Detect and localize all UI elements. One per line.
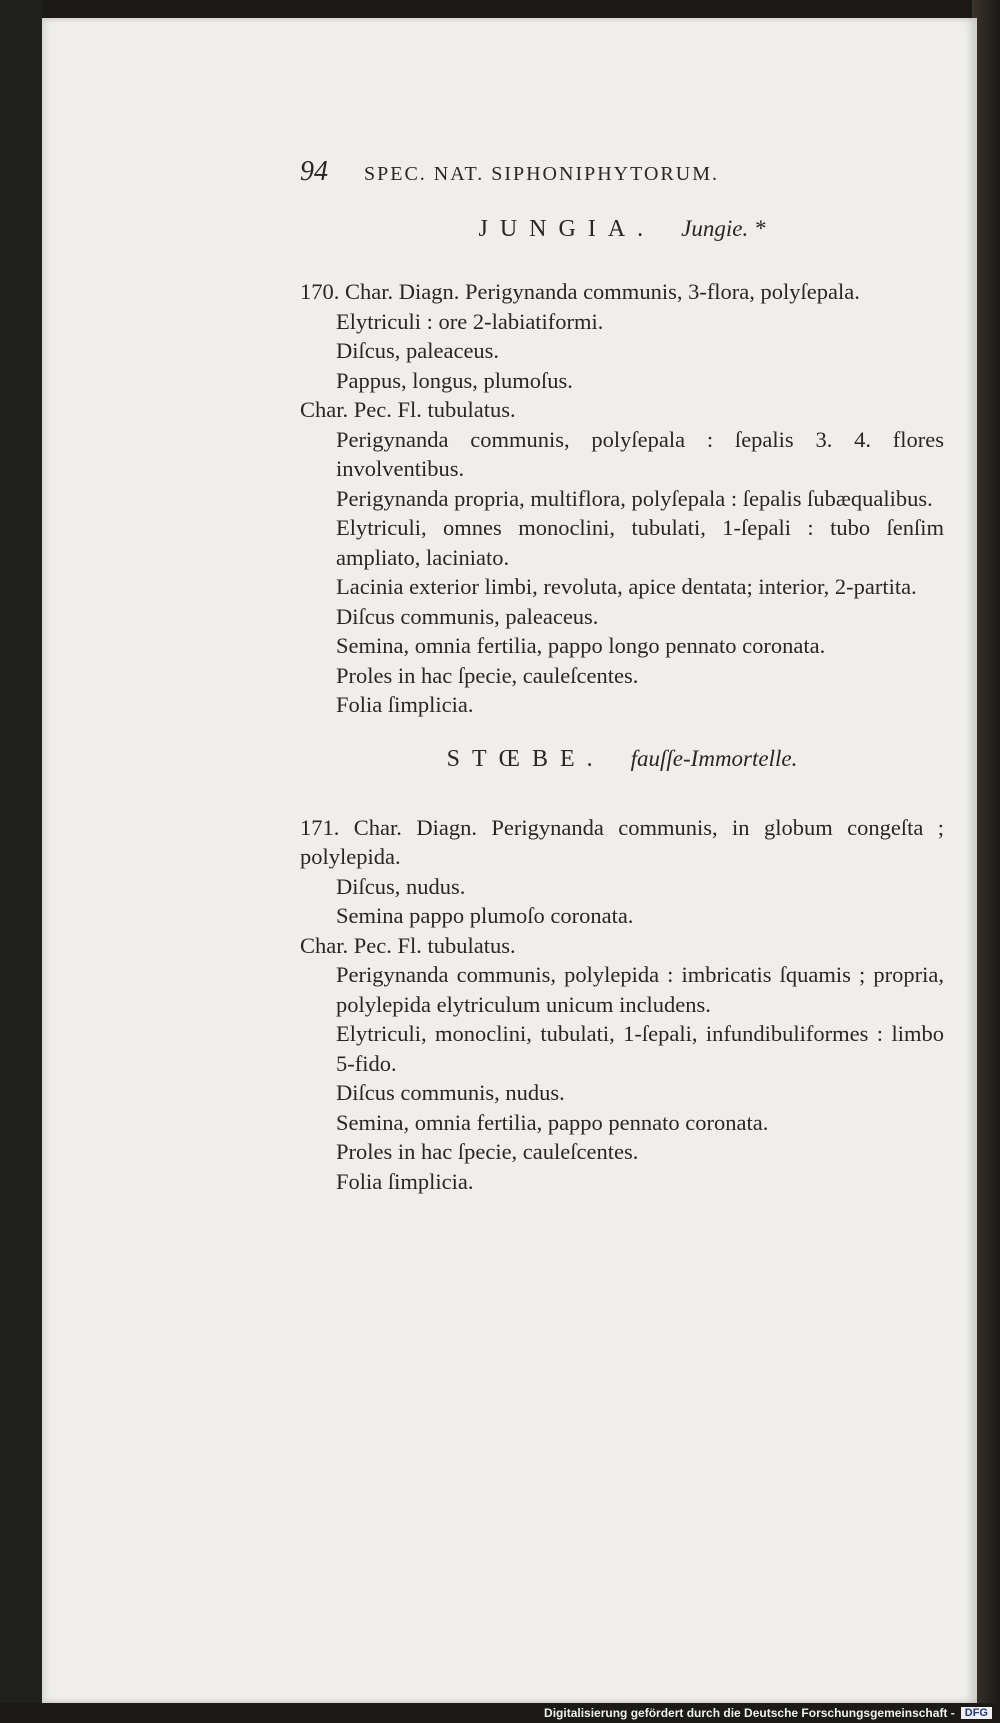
character-line: Folia ſimplicia. — [336, 692, 474, 717]
character-line: Folia ſimplicia. — [336, 1168, 474, 1194]
book-page — [42, 18, 977, 1703]
genus-name: JUNGIA. — [478, 216, 656, 242]
diagnosis-line: Semina pappo plumoſo coronata. — [336, 903, 634, 928]
running-header — [300, 156, 944, 188]
character-heading: Char. Pec. Fl. tubulatus. — [300, 397, 516, 422]
dfg-logo: DFG — [961, 1707, 992, 1719]
character-line: Diſcus communis, paleaceus. — [336, 603, 599, 629]
diagnosis-line: 170. Char. Diagn. Perigynanda communis, 3-flora, polyſepala. — [300, 279, 860, 304]
character-line: Perigynanda communis, polylepida : imbricatis ſquamis ; propria, polylepida elytriculum unicum includens. — [336, 962, 944, 1017]
footer-credit: Digitalisierung gefördert durch die Deutsche Forschungsgemeinschaft - — [544, 1706, 955, 1720]
genus-name: STŒBE. — [446, 745, 605, 772]
genus-heading — [300, 216, 944, 243]
book-spine-left — [0, 0, 42, 1723]
character-line: Proles in hac ſpecie, cauleſcentes. — [336, 662, 639, 688]
genus-vernacular: Jungie. * — [681, 216, 766, 241]
character-line: Perigynanda communis, polyſepala : ſepalis 3. 4. flores involventibus. — [336, 426, 944, 481]
character-line: Lacinia exterior limbi, revoluta, apice dentata; interior, 2-partita. — [336, 574, 917, 599]
page-text — [300, 156, 944, 1196]
section-jungia — [300, 216, 944, 720]
diagnosis-line: 171. Char. Diagn. Perigynanda communis, in globum congeſta ; polylepida. — [300, 814, 944, 869]
character-line: Proles in hac ſpecie, cauleſcentes. — [336, 1139, 639, 1164]
genus-vernacular: fauſſe-Immortelle. — [630, 745, 798, 771]
diagnosis-line: Elytriculi : ore 2-labiatiformi. — [336, 308, 604, 334]
character-line: Elytriculi, monoclini, tubulati, 1-ſepali, infundibuliformes : limbo 5-fido. — [336, 1021, 944, 1076]
diagnosis-line: Pappus, longus, plumoſus. — [336, 367, 573, 393]
character-line: Semina, omnia fertilia, pappo pennato coronata. — [336, 1109, 769, 1135]
character-line: Semina, omnia fertilia, pappo longo pennato coronata. — [336, 633, 826, 658]
page-number: 94 — [300, 156, 328, 187]
digitization-footer — [0, 1703, 1000, 1723]
character-line: Diſcus communis, nudus. — [336, 1080, 565, 1105]
running-title: SPEC. NAT. SIPHONIPHYTORUM. — [364, 163, 719, 185]
diagnosis-line: Diſcus, nudus. — [336, 873, 466, 899]
character-heading: Char. Pec. Fl. tubulatus. — [300, 932, 516, 958]
character-line: Elytriculi, omnes monoclini, tubulati, 1-ſepali : tubo ſenſim ampliato, laciniato. — [336, 515, 944, 570]
section-stoebe — [300, 746, 944, 1197]
diagnosis-line: Diſcus, paleaceus. — [336, 338, 500, 363]
character-line: Perigynanda propria, multiflora, polyſepala : ſepalis ſubæqualibus. — [336, 485, 933, 511]
genus-heading — [300, 746, 944, 773]
